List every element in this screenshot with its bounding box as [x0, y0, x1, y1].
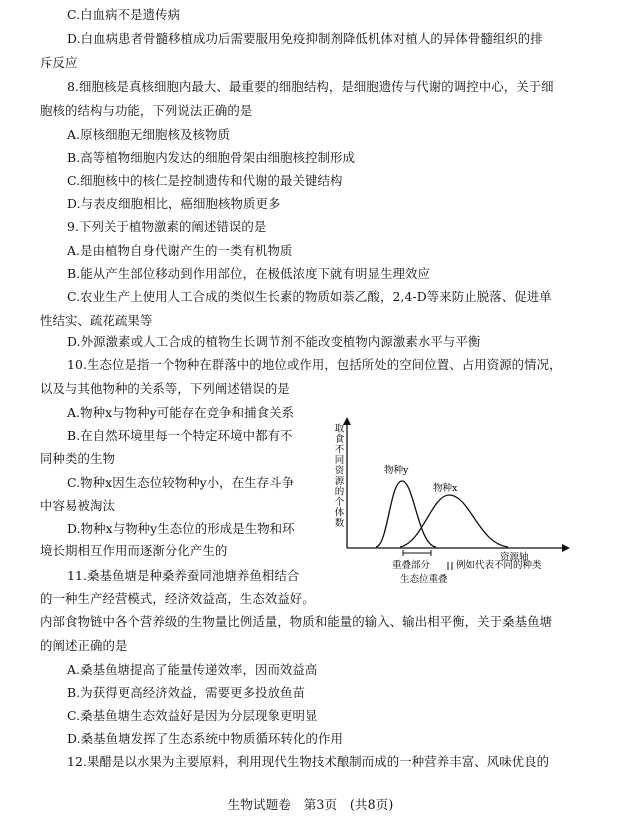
question-11-cont2: 内部食物链中各个营养级的生物量比例适量，物质和能量的输入、输出相平衡，关于桑基鱼塘	[40, 614, 553, 629]
option-11b: B.为获得更高经济效益，需要更多投放鱼苗	[67, 685, 306, 700]
option-9c-cont: 性结实、疏花疏果等	[40, 313, 153, 328]
example-label: 例如代表不同的种类	[456, 560, 542, 571]
option-10d-cont: 境长期相互作用而逐渐分化产生的	[40, 543, 228, 558]
option-7d: D.白血病患者骨髓移植成功后需要服用免疫抑制剂降低机体对植人的异体骨髓组织的排	[67, 31, 543, 46]
option-11a: A.桑基鱼塘提高了能量传递效率，因而效益高	[67, 662, 318, 677]
question-11-cont3: 的阐述正确的是	[40, 638, 128, 653]
x-axis-arrow	[562, 544, 570, 552]
option-10b-cont: 同种类的生物	[40, 451, 115, 466]
option-10b: B.在自然环境里每一个特定环境中都有不	[67, 428, 293, 443]
page-footer: 生物试题卷 第3页 (共8页)	[227, 797, 394, 812]
question-10-cont: 以及与其他物种的关系等，下列阐述错误的是	[40, 381, 290, 396]
option-8d: D.与表皮细胞相比，癌细胞核物质更多	[67, 196, 281, 211]
question-9: 9.下列关于植物激素的阐述错误的是	[67, 219, 267, 234]
option-8a: A.原核细胞无细胞核及核物质	[67, 127, 230, 142]
option-11c: C.桑基鱼塘生态效益好是因为分层现象更明显	[67, 708, 318, 723]
y-axis-label: 取食不同资源的个体数	[332, 423, 344, 528]
question-11: 11.桑基鱼塘是种桑养蚕同池塘养鱼相结合	[67, 568, 300, 583]
overlap-label: 重叠部分	[392, 560, 431, 571]
species-y-label: 物种y	[384, 465, 409, 476]
niche-overlap-label: 生态位重叠	[400, 574, 448, 585]
option-10c-cont: 中容易被淘汰	[40, 498, 115, 513]
option-7c: C.白血病不是遗传病	[67, 7, 181, 22]
question-12: 12.果醋是以水果为主要原料，利用现代生物技术酿制而成的一种营养丰富、风味优良的	[67, 754, 550, 769]
option-8c: C.细胞核中的核仁是控制遗传和代谢的最关键结构	[67, 173, 343, 188]
option-7d-cont: 斥反应	[40, 55, 78, 70]
option-9a: A.是由植物自身代谢产生的一类有机物质	[67, 243, 293, 258]
question-8-cont: 胞核的结构与功能，下列说法正确的是	[40, 103, 253, 118]
species-x-label: 物种x	[433, 483, 458, 494]
option-9b: B.能从产生部位移动到作用部位，在极低浓度下就有明显生理效应	[67, 266, 430, 281]
option-8b: B.高等植物细胞内发达的细胞骨架由细胞核控制形成	[67, 150, 356, 165]
option-10a: A.物种x与物种y可能存在竞争和捕食关系	[67, 405, 295, 420]
option-11d: D.桑基鱼塘发挥了生态系统中物质循环转化的作用	[67, 731, 343, 746]
question-8: 8.细胞核是真核细胞内最大、最重要的细胞结构，是细胞遗传与代谢的调控中心，关于细	[67, 79, 554, 94]
x-axis-label: 资源轴	[500, 552, 529, 563]
option-9d: D.外源激素或人工合成的植物生长调节剂不能改变植物内源激素水平与平衡	[67, 334, 481, 349]
species-y-curve	[376, 481, 436, 547]
option-9c: C.农业生产上使用人工合成的类似生长素的物质如萘乙酸，2,4-D等来防止脱落、促进单	[67, 289, 552, 304]
species-x-curve	[400, 495, 508, 547]
niche-overlap-figure	[318, 415, 580, 585]
option-10d: D.物种x与物种y生态位的形成是生物和环	[67, 521, 295, 536]
y-axis-arrow	[343, 417, 351, 425]
question-10: 10.生态位是指一个物种在群落中的地位或作用，包括所处的空间位置、占用资源的情况，	[67, 357, 562, 372]
option-10c: C.物种x因生态位较物种y小，在生存斗争	[67, 475, 295, 490]
question-11-cont1: 的一种生产经营模式，经济效益高，生态效益好。	[40, 591, 315, 606]
